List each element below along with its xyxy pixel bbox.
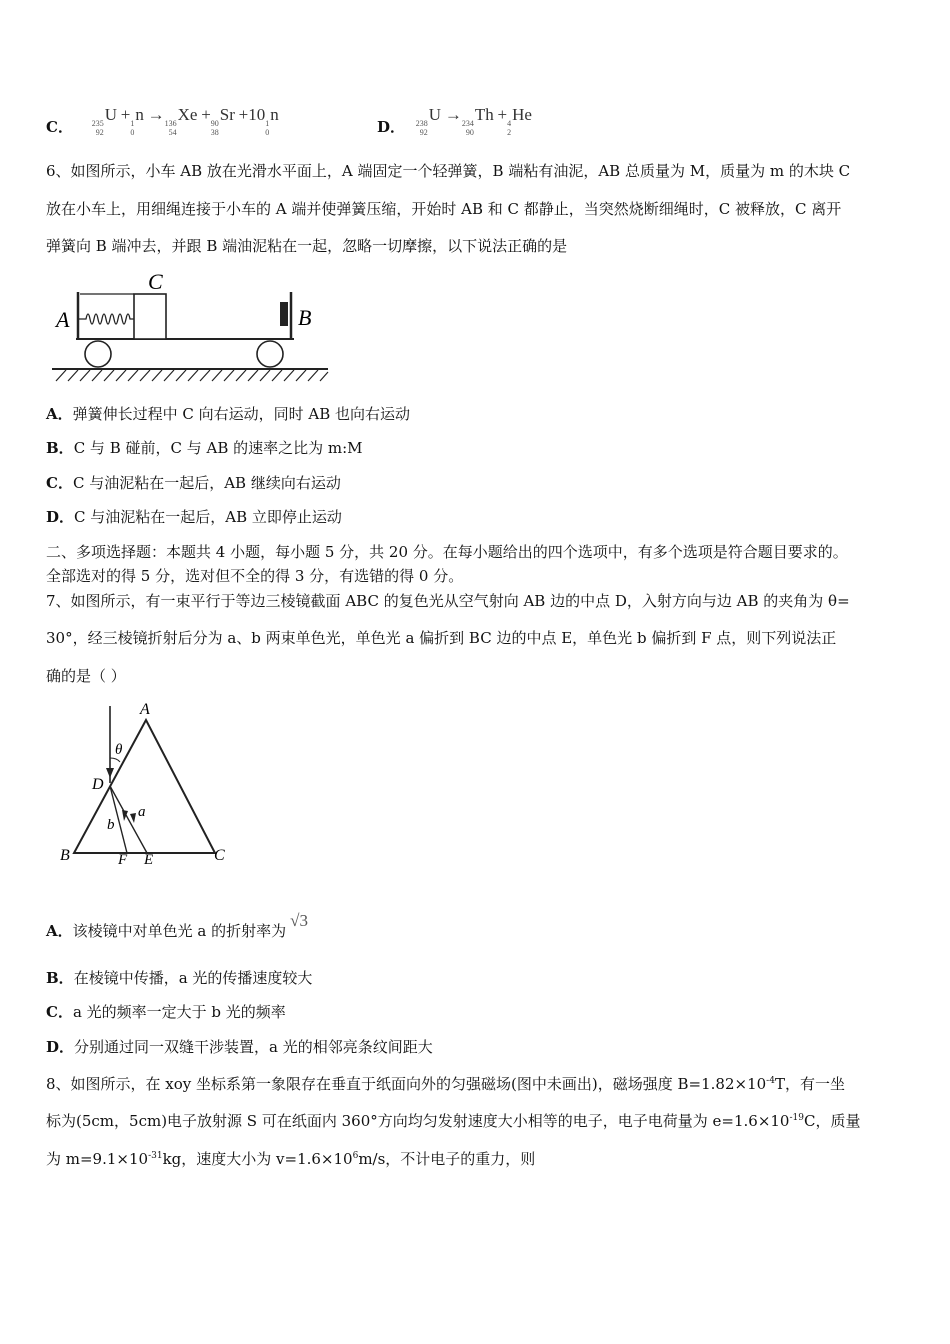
option-text: 弹簧伸长过程中 C 向右运动，同时 AB 也向右运动 [72, 405, 411, 423]
charge-number: 54 [168, 128, 177, 137]
element-symbol: Th [474, 105, 494, 124]
label-point-d: D [92, 776, 104, 793]
cart-figure [48, 265, 333, 387]
option-text: a 光的频率一定大于 b 光的频率 [72, 1003, 286, 1021]
label-point-f: F [118, 852, 128, 868]
ray-a-arrow-icon [130, 813, 136, 823]
q7-option-a[interactable] [46, 911, 906, 941]
arrow-icon: → [444, 105, 462, 124]
ray-b-arrow-icon [122, 810, 128, 821]
label-vertex-a: A [140, 701, 150, 718]
ground-hatching [56, 370, 328, 381]
q6-stem-line-2: 放在小车上，用细绳连接于小车的 A 端并使弹簧压缩，开始时 AB 和 C 都静止，当突然烧断细绳时，C 被释放，C 离开 [46, 200, 842, 218]
theta-arc [110, 758, 120, 762]
option-text: C 与 B 碰前，C 与 AB 的速率之比为 m:M [73, 439, 363, 457]
mass-number: 1 [130, 119, 135, 128]
q6-option-c[interactable] [46, 473, 906, 493]
option-label: A． [46, 922, 73, 940]
option-label: C． [46, 118, 73, 136]
exponent: -4 [766, 1076, 775, 1086]
text-run: 8、如图所示，在 xoy 坐标系第一象限存在垂直于纸面向外的匀强磁场(图中未画出)，磁场强度 B=1.82×10 [46, 1075, 767, 1093]
label-vertex-c: C [214, 847, 225, 864]
mass-number: 235 [91, 119, 104, 128]
label-a: A [56, 307, 70, 332]
charge-number: 0 [130, 128, 135, 137]
q7-stem-line-2: 30°，经三棱镜折射后分为 a、b 两束单色光，单色光 a 偏折到 BC 边的中点 E，单色光 b 偏折到 F 点，则下列说法正 [46, 629, 837, 647]
prism-figure [52, 698, 237, 870]
element-symbol: Sr [219, 105, 235, 124]
mass-number: 234 [461, 119, 474, 128]
arrow-icon: → [147, 105, 165, 124]
q7-stem-line-3: 确的是（ ） [46, 667, 126, 685]
option-text: 分别通过同一双缝干涉装置，a 光的相邻亮条纹间距大 [74, 1038, 433, 1056]
text-run: 标为(5cm，5cm)电子放射源 S 可在纸面内 360°方向均匀发射速度大小相等的电子，电子电荷量为 e=1.6×10 [46, 1112, 790, 1130]
option-c-row [46, 104, 279, 137]
block-c [134, 294, 166, 339]
plus-sign: + [120, 105, 131, 124]
label-ray-a: a [138, 804, 146, 820]
q7-stem-line-1: 7、如图所示，有一束平行于等边三棱镜截面 ABC 的复色光从空气射向 AB 边的中点 D，入射方向与边 AB 的夹角为 θ= [46, 592, 850, 610]
option-label: A． [46, 405, 73, 423]
charge-number: 0 [265, 128, 270, 137]
mass-number: 136 [164, 119, 177, 128]
plus-sign: + [238, 105, 249, 124]
text-run: T，有一坐 [774, 1075, 845, 1093]
coefficient: 10 [248, 105, 266, 124]
sqrt3-expression: √3 [290, 911, 308, 930]
left-wheel [85, 341, 111, 367]
label-theta: θ [115, 742, 123, 758]
option-label: B． [46, 439, 74, 457]
q8-stem-line-3 [46, 1146, 906, 1169]
label-ray-b: b [107, 817, 115, 833]
option-label: C． [46, 1003, 73, 1021]
mass-number: 1 [265, 119, 270, 128]
element-symbol: Xe [177, 105, 198, 124]
mass-number: 90 [210, 119, 219, 128]
nuclear-equation-d [415, 105, 532, 137]
mass-number: 4 [507, 119, 512, 128]
text-run: 为 m=9.1×10 [46, 1150, 149, 1168]
q7-option-c[interactable] [46, 1002, 906, 1022]
text-run: m/s，不计电子的重力，则 [358, 1150, 536, 1168]
label-point-e: E [144, 852, 154, 868]
q6-option-a[interactable] [46, 404, 906, 424]
exponent: -19 [789, 1113, 804, 1123]
charge-number: 92 [95, 128, 104, 137]
incident-arrow-icon [106, 768, 114, 778]
mass-number: 238 [415, 119, 428, 128]
q8-stem-line-1 [46, 1071, 906, 1094]
section2-heading-line-2: 全部选对的得 5 分，选对但不全的得 3 分，有选错的得 0 分。 [46, 567, 464, 585]
option-text: C 与油泥粘在一起后，AB 继续向右运动 [72, 474, 341, 492]
text-run: C，质量 [803, 1112, 861, 1130]
option-label: B． [46, 969, 74, 987]
label-b: B [298, 305, 312, 330]
plus-sign: + [497, 105, 508, 124]
element-symbol: U [428, 105, 442, 124]
nuclear-equation-c [91, 105, 279, 137]
q6-stem-line-1: 6、如图所示，小车 AB 放在光滑水平面上，A 端固定一个轻弹簧，B 端粘有油泥，AB 总质量为 M，质量为 m 的木块 C [46, 162, 851, 180]
q6-option-b[interactable] [46, 438, 906, 458]
label-vertex-b: B [60, 847, 70, 864]
text-run: kg，速度大小为 v=1.6×10 [162, 1150, 353, 1168]
option-label: C． [46, 474, 73, 492]
plus-sign: + [201, 105, 211, 124]
option-label: D． [46, 508, 75, 526]
q7-option-b[interactable] [46, 968, 906, 988]
option-label: D． [377, 118, 406, 136]
right-wheel [257, 341, 283, 367]
exponent: 6 [352, 1151, 359, 1161]
option-text: 在棱镜中传播，a 光的传播速度较大 [73, 969, 313, 987]
q7-option-d[interactable] [46, 1037, 906, 1057]
charge-number: 90 [465, 128, 474, 137]
exponent: -31 [148, 1151, 163, 1161]
section2-heading-line-1: 二、多项选择题：本题共 4 小题，每小题 5 分，共 20 分。在每小题给出的四个选项中，有多个选项是符合题目要求的。 [46, 543, 848, 561]
q6-stem-line-3: 弹簧向 B 端冲去，并跟 B 端油泥粘在一起，忽略一切摩擦，以下说法正确的是 [46, 237, 568, 255]
q6-option-d[interactable] [46, 507, 906, 527]
oil-putty [280, 302, 288, 326]
option-d-row [377, 104, 532, 137]
element-symbol: U [104, 105, 118, 124]
charge-number: 92 [419, 128, 428, 137]
option-text: 该棱镜中对单色光 a 的折射率为 [72, 922, 287, 940]
element-symbol: n [270, 105, 279, 124]
charge-number: 2 [507, 128, 512, 137]
element-symbol: n [135, 105, 144, 124]
element-symbol: He [512, 105, 532, 124]
label-c: C [148, 269, 163, 294]
spring [78, 314, 134, 324]
option-label: D． [46, 1038, 75, 1056]
option-text: C 与油泥粘在一起后，AB 立即停止运动 [74, 508, 342, 526]
charge-number: 38 [210, 128, 219, 137]
q8-stem-line-2 [46, 1108, 906, 1131]
